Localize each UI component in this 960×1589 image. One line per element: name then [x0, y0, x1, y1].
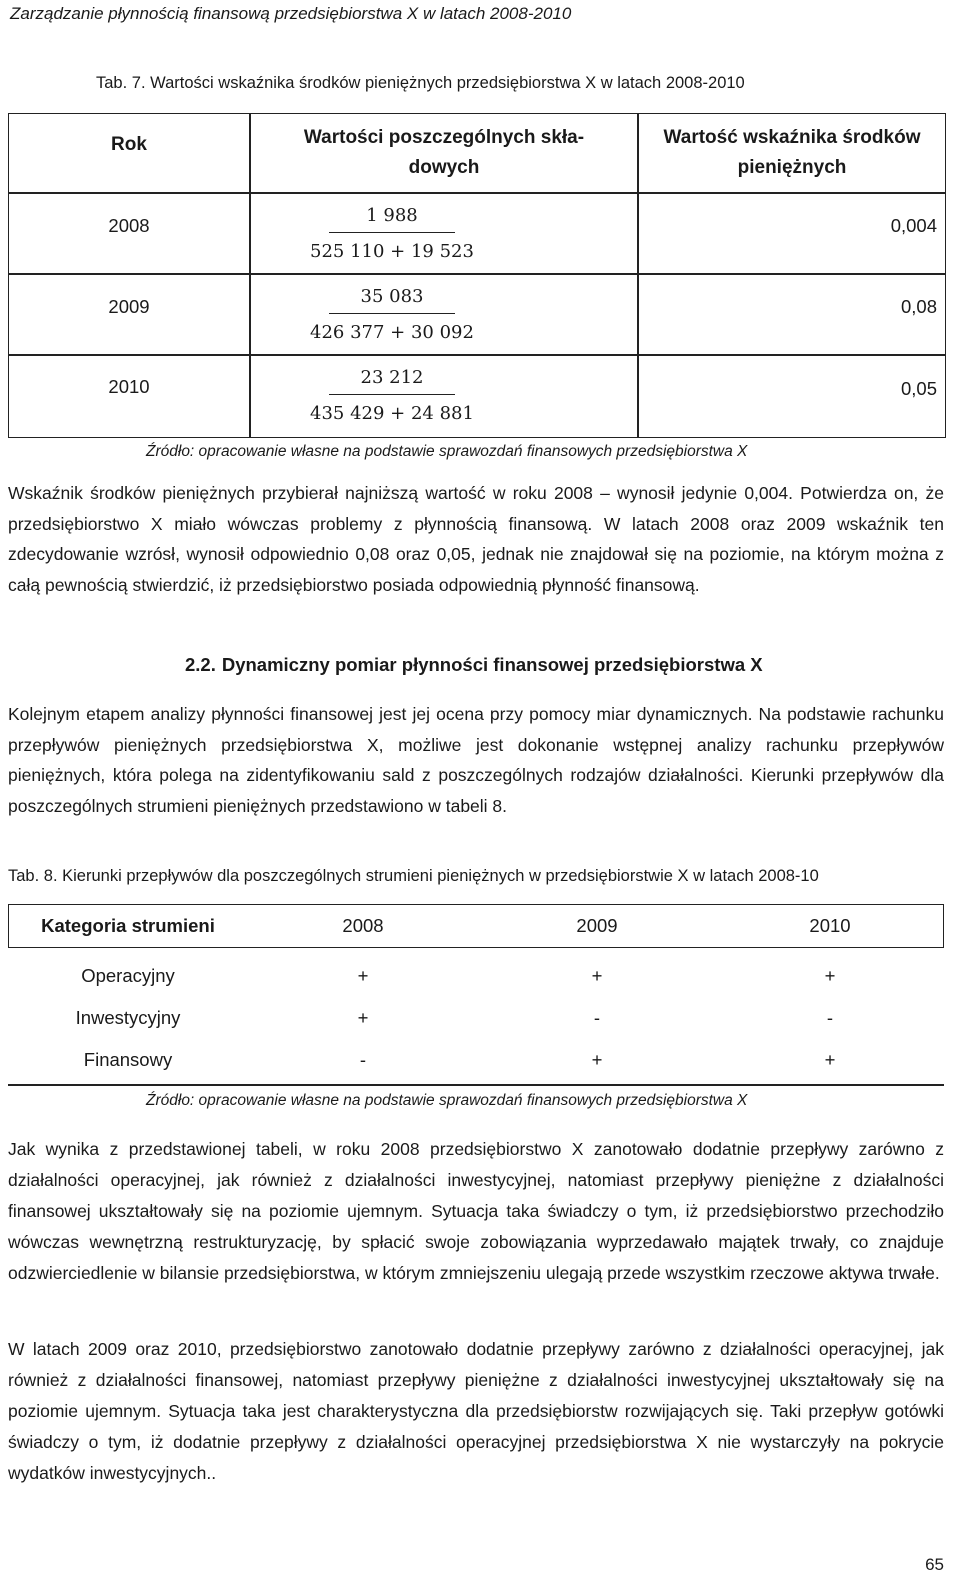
table-7-caption-label: Tab. 7.	[96, 74, 146, 92]
table-row	[8, 1040, 944, 1080]
table-7-fraction-2010	[251, 356, 637, 435]
table-7-year-2010: 2010	[108, 376, 150, 397]
table-7-value-2009: 0,08	[900, 296, 937, 317]
fraction-numerator: 23 212	[360, 366, 424, 388]
table-8-header-category: Kategoria strumieni	[41, 915, 215, 936]
fraction-denominator: 435 429 + 24 881	[310, 403, 474, 425]
section-number: 2.2.	[185, 654, 216, 675]
table-7	[8, 113, 946, 438]
table-7-header-ratio: Wartość wskaźnika środków pieniężnych	[663, 127, 921, 178]
table-7-year-2008: 2008	[108, 215, 150, 236]
table-7-header-components: Wartości poszczególnych skła-dowych	[303, 127, 585, 178]
table-8-cell: -	[593, 1007, 601, 1028]
table-7-value-2010: 0,05	[900, 378, 937, 399]
table-8-cell: Inwestycyjny	[75, 1007, 181, 1028]
table-8-cell: +	[591, 1049, 603, 1070]
table-8-source: Źródło: opracowanie własne na podstawie sprawozdań finansowych przedsiębiorstwa X	[146, 1092, 748, 1109]
table-8-header-row	[8, 904, 944, 948]
table-8-cell: +	[357, 965, 369, 986]
fraction-numerator: 1 988	[366, 204, 418, 226]
section-title: Dynamiczny pomiar płynności finansowej przedsiębiorstwa X	[221, 654, 763, 675]
paragraph-2: Kolejnym etapem analizy płynności finansowej jest jej ocena przy pomocy miar dynamicznych. Na podstawie rachunku przepływów pieniężnych przedsiębiorstwa X, możliwe jest dokonanie wstępnej analizy rachunku przepływów pieniężnych, która polega na zidentyfikowaniu sald z poszczególnych rodzajów działalności. Kierunki przepływów dla poszczególnych strumieni pieniężnych przedstawiono w tabeli 8.	[8, 704, 944, 816]
table-8-cell: Finansowy	[83, 1049, 173, 1070]
table-7-fraction-2009	[251, 275, 637, 354]
table-7-header-year: Rok	[111, 134, 147, 155]
table-row	[8, 998, 944, 1038]
fraction-numerator: 35 083	[360, 285, 424, 307]
fraction-denominator: 525 110 + 19 523	[310, 241, 474, 263]
table-8-cell: +	[591, 965, 603, 986]
table-row	[8, 956, 944, 996]
section-heading	[185, 654, 763, 676]
table-8	[8, 904, 944, 1085]
paragraph-1: Wskaźnik środków pieniężnych przybierał najniższą wartość w roku 2008 – wynosił jedynie 0,004. Potwierdza on, że przedsiębiorstwo X miało wówczas problemy z płynnością finansową. W latach 2008 oraz 2009 wskaźnik ten zdecydowanie wzrósł, wynosił odpowiednio 0,08 oraz 0,05, jednak nie znajdował się na poziomie, na którym można z całą pewnością stwierdzić, iż przedsiębiorstwo posiada odpowiednią płynność finansową.	[8, 483, 944, 595]
table-8-cell: +	[824, 965, 836, 986]
table-8-cell: Operacyjny	[81, 965, 175, 986]
table-7-fraction-2008	[251, 194, 637, 273]
table-8-cell: +	[824, 1049, 836, 1070]
table-8-header-2009: 2009	[576, 915, 618, 936]
table-7-value-2008: 0,004	[890, 215, 937, 236]
table-8-header-2010: 2010	[809, 915, 851, 936]
table-8-caption	[8, 867, 819, 886]
table-8-header-2008: 2008	[342, 915, 384, 936]
paragraph-3: Jak wynika z przedstawionej tabeli, w roku 2008 przedsiębiorstwo X zanotowało dodatnie przepływy zarówno z działalności operacyjnej, jak również z działalności inwestycyjnej, natomiast przepływy pieniężne z działalności finansowej ukształtowały się na poziomie ujemnym. Sytuacja taka świadczy o tym, iż przedsiębiorstwo przechodziło wówczas wewnętrzną restrukturyzację, by spłacić swoje zobowiązania wyprzedawało majątek trwały, co znajduje odzwierciedlenie w bilansie przedsiębiorstwa, w którym zmniejszeniu ulegają przede wszystkim rzeczowe aktywa trwałe.	[8, 1139, 944, 1283]
table-7-year-2009: 2009	[108, 296, 150, 317]
page-number: 65	[925, 1555, 944, 1574]
table-7-caption-text: Wartości wskaźnika środków pieniężnych przedsiębiorstwa X w latach 2008-2010	[150, 74, 745, 92]
table-8-caption-text: Kierunki przepływów dla poszczególnych strumieni pieniężnych w przedsiębiorstwie X w latach 2008-10	[62, 867, 819, 885]
paragraph-4: W latach 2009 oraz 2010, przedsiębiorstwo zanotowało dodatnie przepływy zarówno z działalności operacyjnej, jak również z działalności finansowej, natomiast przepływy pieniężne z działalności inwestycyjnej ukształtowały się na poziomie ujemnym. Sytuacja taka jest charakterystyczna dla przedsiębiorstw rozwijających się. Taki przepływ gotówki świadczy o tym, iż dodatnie przepływy z działalności operacyjnej przedsiębiorstwa X nie wystarczyły na pokrycie wydatków inwestycyjnych..	[8, 1339, 944, 1483]
fraction-denominator: 426 377 + 30 092	[310, 322, 474, 344]
table-7-source: Źródło: opracowanie własne na podstawie sprawozdań finansowych przedsiębiorstwa X	[146, 443, 748, 460]
table-8-cell: -	[826, 1007, 834, 1028]
table-7-caption	[96, 74, 745, 93]
running-header: Zarządzanie płynnością finansową przedsiębiorstwa X w latach 2008-2010	[10, 4, 572, 23]
table-8-caption-label: Tab. 8.	[8, 867, 58, 885]
table-8-cell: -	[359, 1049, 367, 1070]
table-8-cell: +	[357, 1007, 369, 1028]
